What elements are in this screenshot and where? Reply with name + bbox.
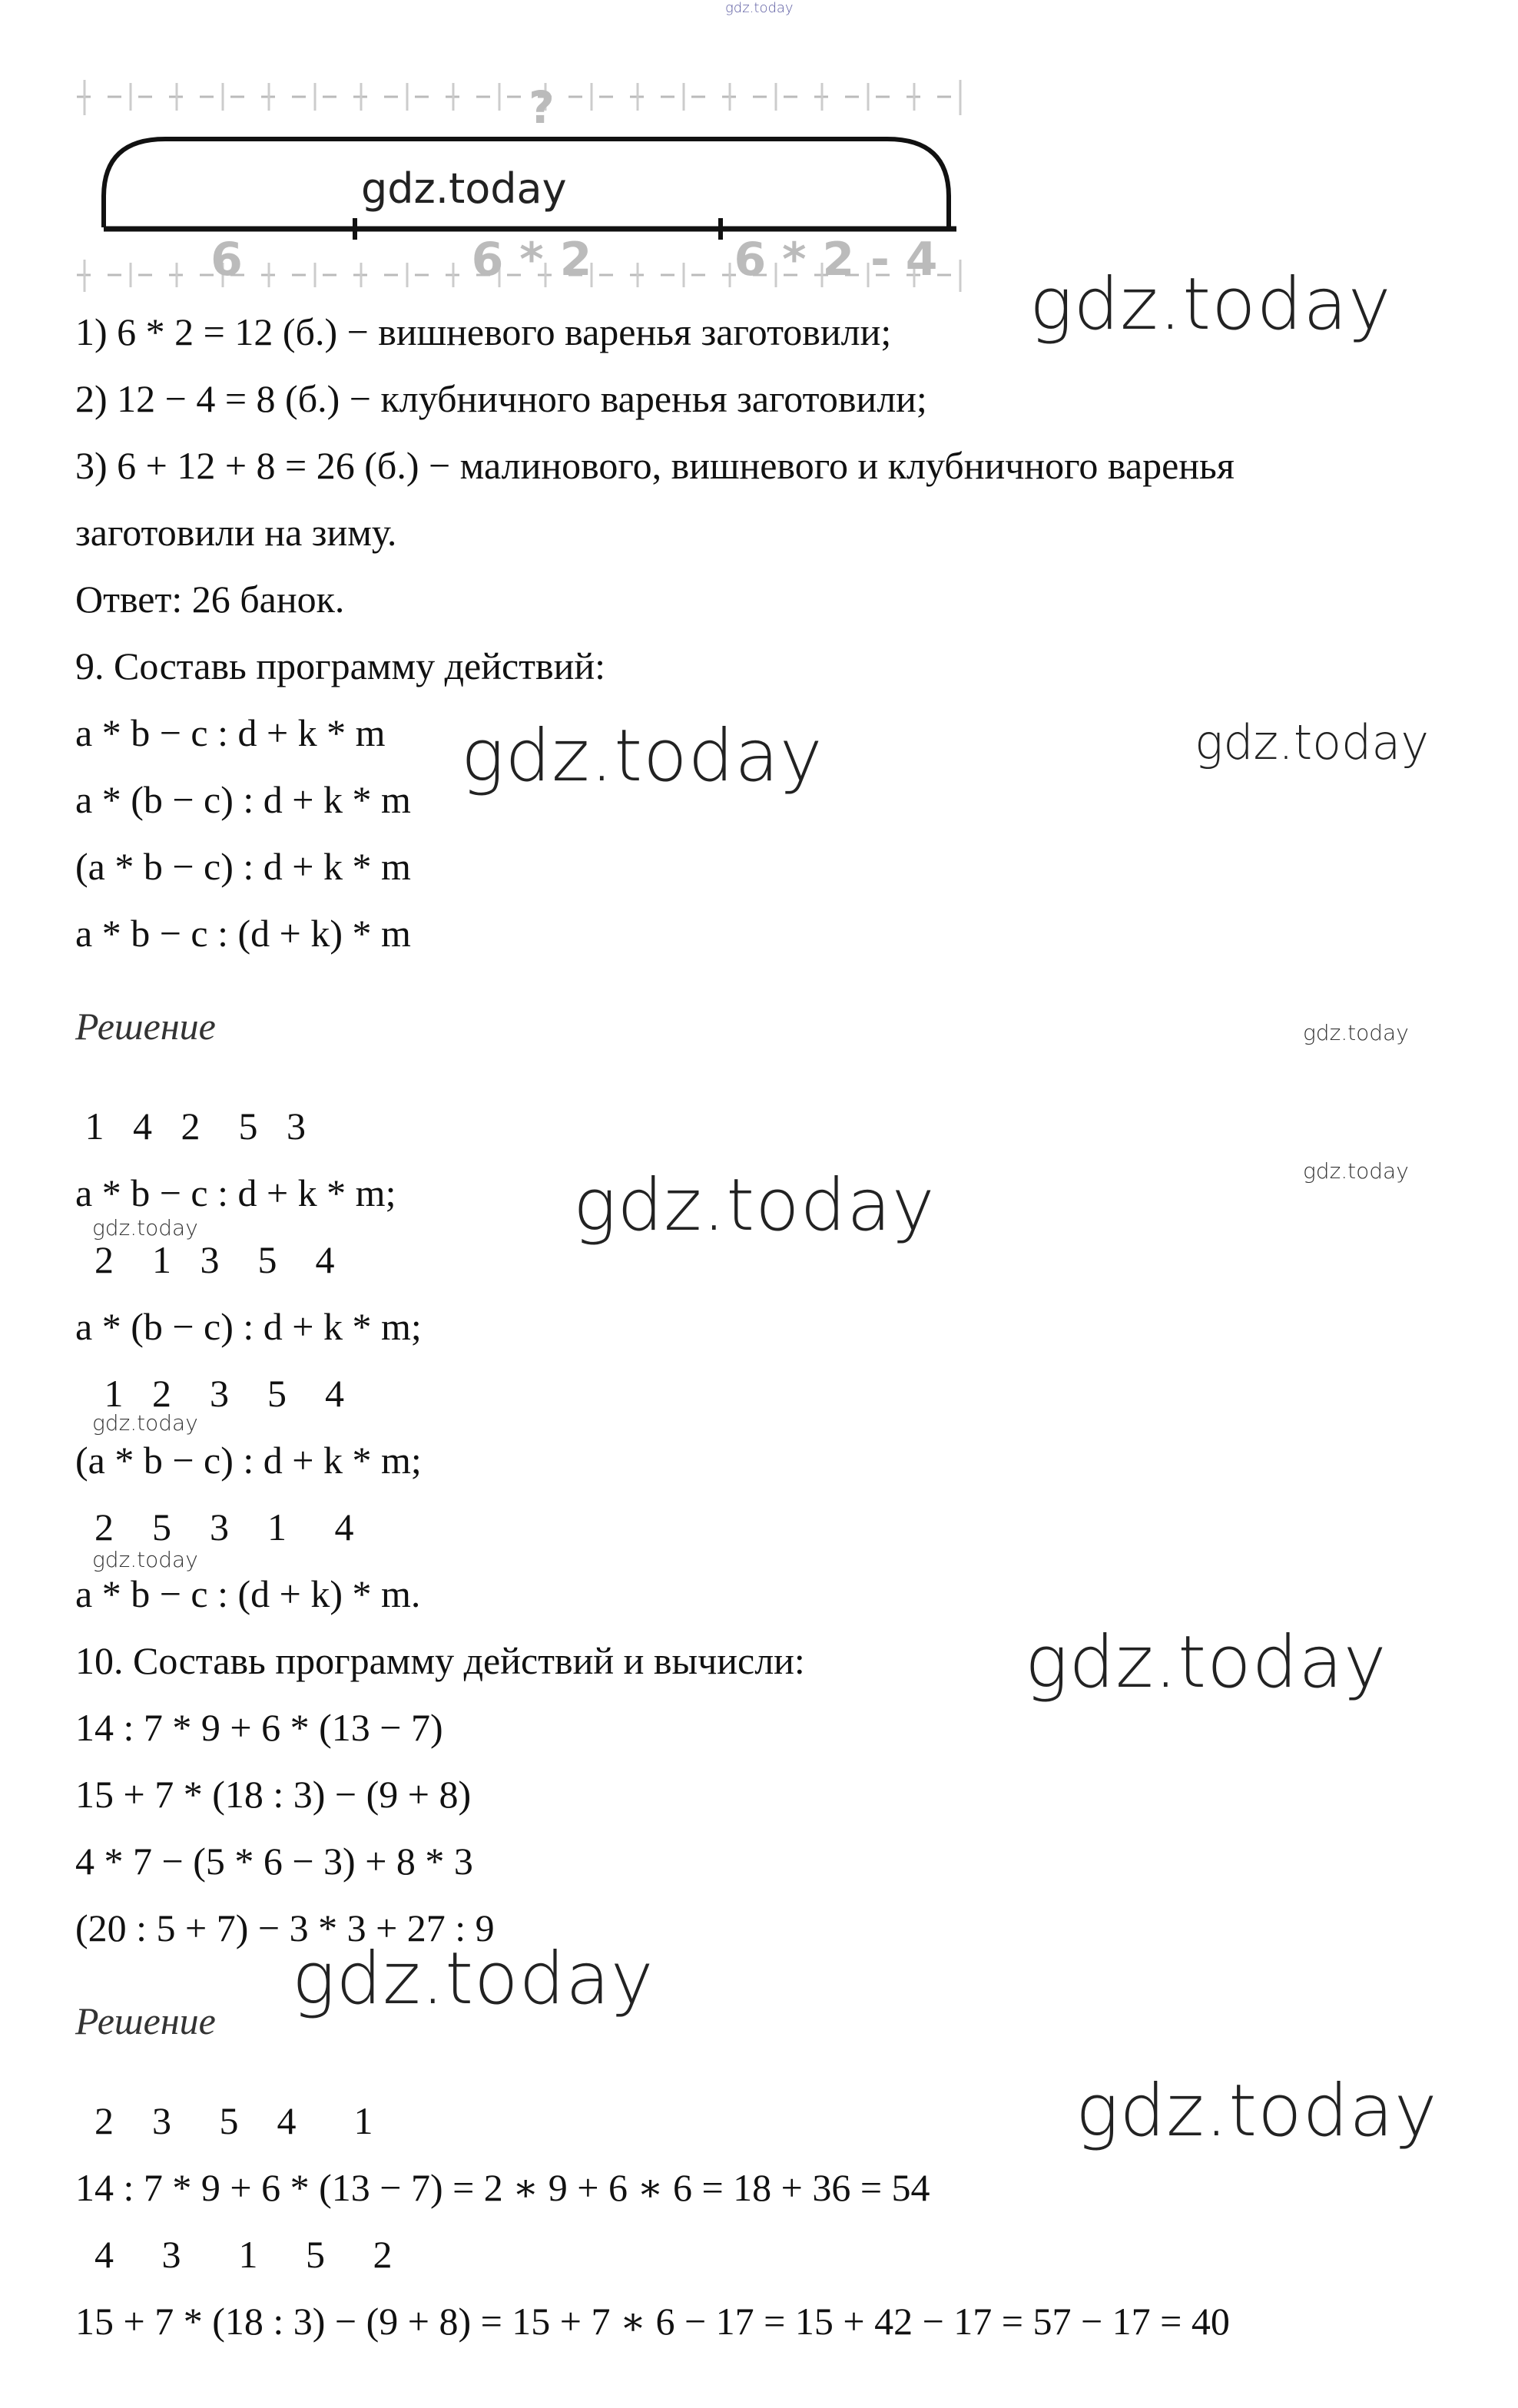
task9-order-1: 1 4 2 5 3	[75, 1105, 306, 1148]
task9-solution-label: Решение	[75, 1005, 216, 1048]
task9-solution-2: a * (b − c) : d + k * m;	[75, 1305, 422, 1348]
task8-step3b: заготовили на зиму.	[75, 511, 397, 554]
watermark-11: gdz.today	[292, 1937, 655, 2021]
watermark-10: gdz.today	[1025, 1621, 1387, 1704]
task8-step2: 2) 12 − 4 = 8 (б.) − клубничного варенья заготовили;	[75, 377, 927, 420]
task9-order-2: 2 1 3 5 4	[75, 1238, 335, 1281]
task10-solution-2: 15 + 7 * (18 : 3) − (9 + 8) = 15 + 7 ∗ 6 − 17 = 15 + 42 − 17 = 57 − 17 = 40	[75, 2300, 1230, 2343]
task10-expr-3: 4 * 7 − (5 * 6 − 3) + 8 * 3	[75, 1840, 473, 1883]
watermark-6: gdz.today	[1303, 1158, 1409, 1184]
segment-diagram	[77, 74, 976, 296]
task10-solution-label: Решение	[75, 1999, 216, 2042]
task10-solution-1: 14 : 7 * 9 + 6 * (13 − 7) = 2 ∗ 9 + 6 ∗ 6 = 18 + 36 = 54	[75, 2166, 930, 2209]
watermark-5: gdz.today	[573, 1164, 936, 1247]
watermark-2: gdz.today	[461, 714, 824, 798]
task9-order-4: 2 5 3 1 4	[75, 1505, 354, 1548]
diagram-watermark: gdz.today	[361, 164, 567, 213]
watermark-9: gdz.today	[92, 1547, 198, 1572]
task10-title: 10. Составь программу действий и вычисли:	[75, 1639, 805, 1682]
watermark-top: gdz.today	[725, 0, 794, 16]
task8-step3a: 3) 6 + 12 + 8 = 26 (б.) − малинового, вишневого и клубничного варенья	[75, 444, 1235, 487]
watermark-4: gdz.today	[1303, 1020, 1409, 1045]
task10-expr-1: 14 : 7 * 9 + 6 * (13 − 7)	[75, 1706, 443, 1749]
task9-title: 9. Составь программу действий:	[75, 644, 606, 687]
diagram-label-2: 6 * 2	[471, 233, 592, 287]
task9-expr-4: a * b − c : (d + k) * m	[75, 912, 411, 955]
task9-expr-1: a * b − c : d + k * m	[75, 711, 386, 754]
task8-answer: Ответ: 26 банок.	[75, 578, 345, 621]
task9-expr-3: (a * b − c) : d + k * m	[75, 845, 411, 888]
task9-order-3: 1 2 3 5 4	[75, 1372, 344, 1415]
task10-order-1: 2 3 5 4 1	[75, 2099, 373, 2142]
task10-order-2: 4 3 1 5 2	[75, 2233, 393, 2276]
diagram-question: ?	[529, 81, 555, 134]
diagram-label-3: 6 * 2 - 4	[734, 233, 938, 287]
watermark-3: gdz.today	[1195, 714, 1430, 770]
watermark-8: gdz.today	[92, 1410, 198, 1436]
task8-step1: 1) 6 * 2 = 12 (б.) − вишневого варенья заготовили;	[75, 310, 892, 353]
watermark-12: gdz.today	[1076, 2069, 1438, 2153]
task9-solution-1: a * b − c : d + k * m;	[75, 1171, 396, 1214]
watermark-1: gdz.today	[1029, 263, 1392, 346]
task10-expr-2: 15 + 7 * (18 : 3) − (9 + 8)	[75, 1773, 472, 1816]
task9-expr-2: a * (b − c) : d + k * m	[75, 778, 411, 821]
diagram-label-1: 6	[210, 233, 243, 287]
task10-expr-4: (20 : 5 + 7) − 3 * 3 + 27 : 9	[75, 1906, 495, 1949]
task9-solution-4: a * b − c : (d + k) * m.	[75, 1572, 421, 1615]
task9-solution-3: (a * b − c) : d + k * m;	[75, 1439, 422, 1482]
watermark-7: gdz.today	[92, 1215, 198, 1240]
